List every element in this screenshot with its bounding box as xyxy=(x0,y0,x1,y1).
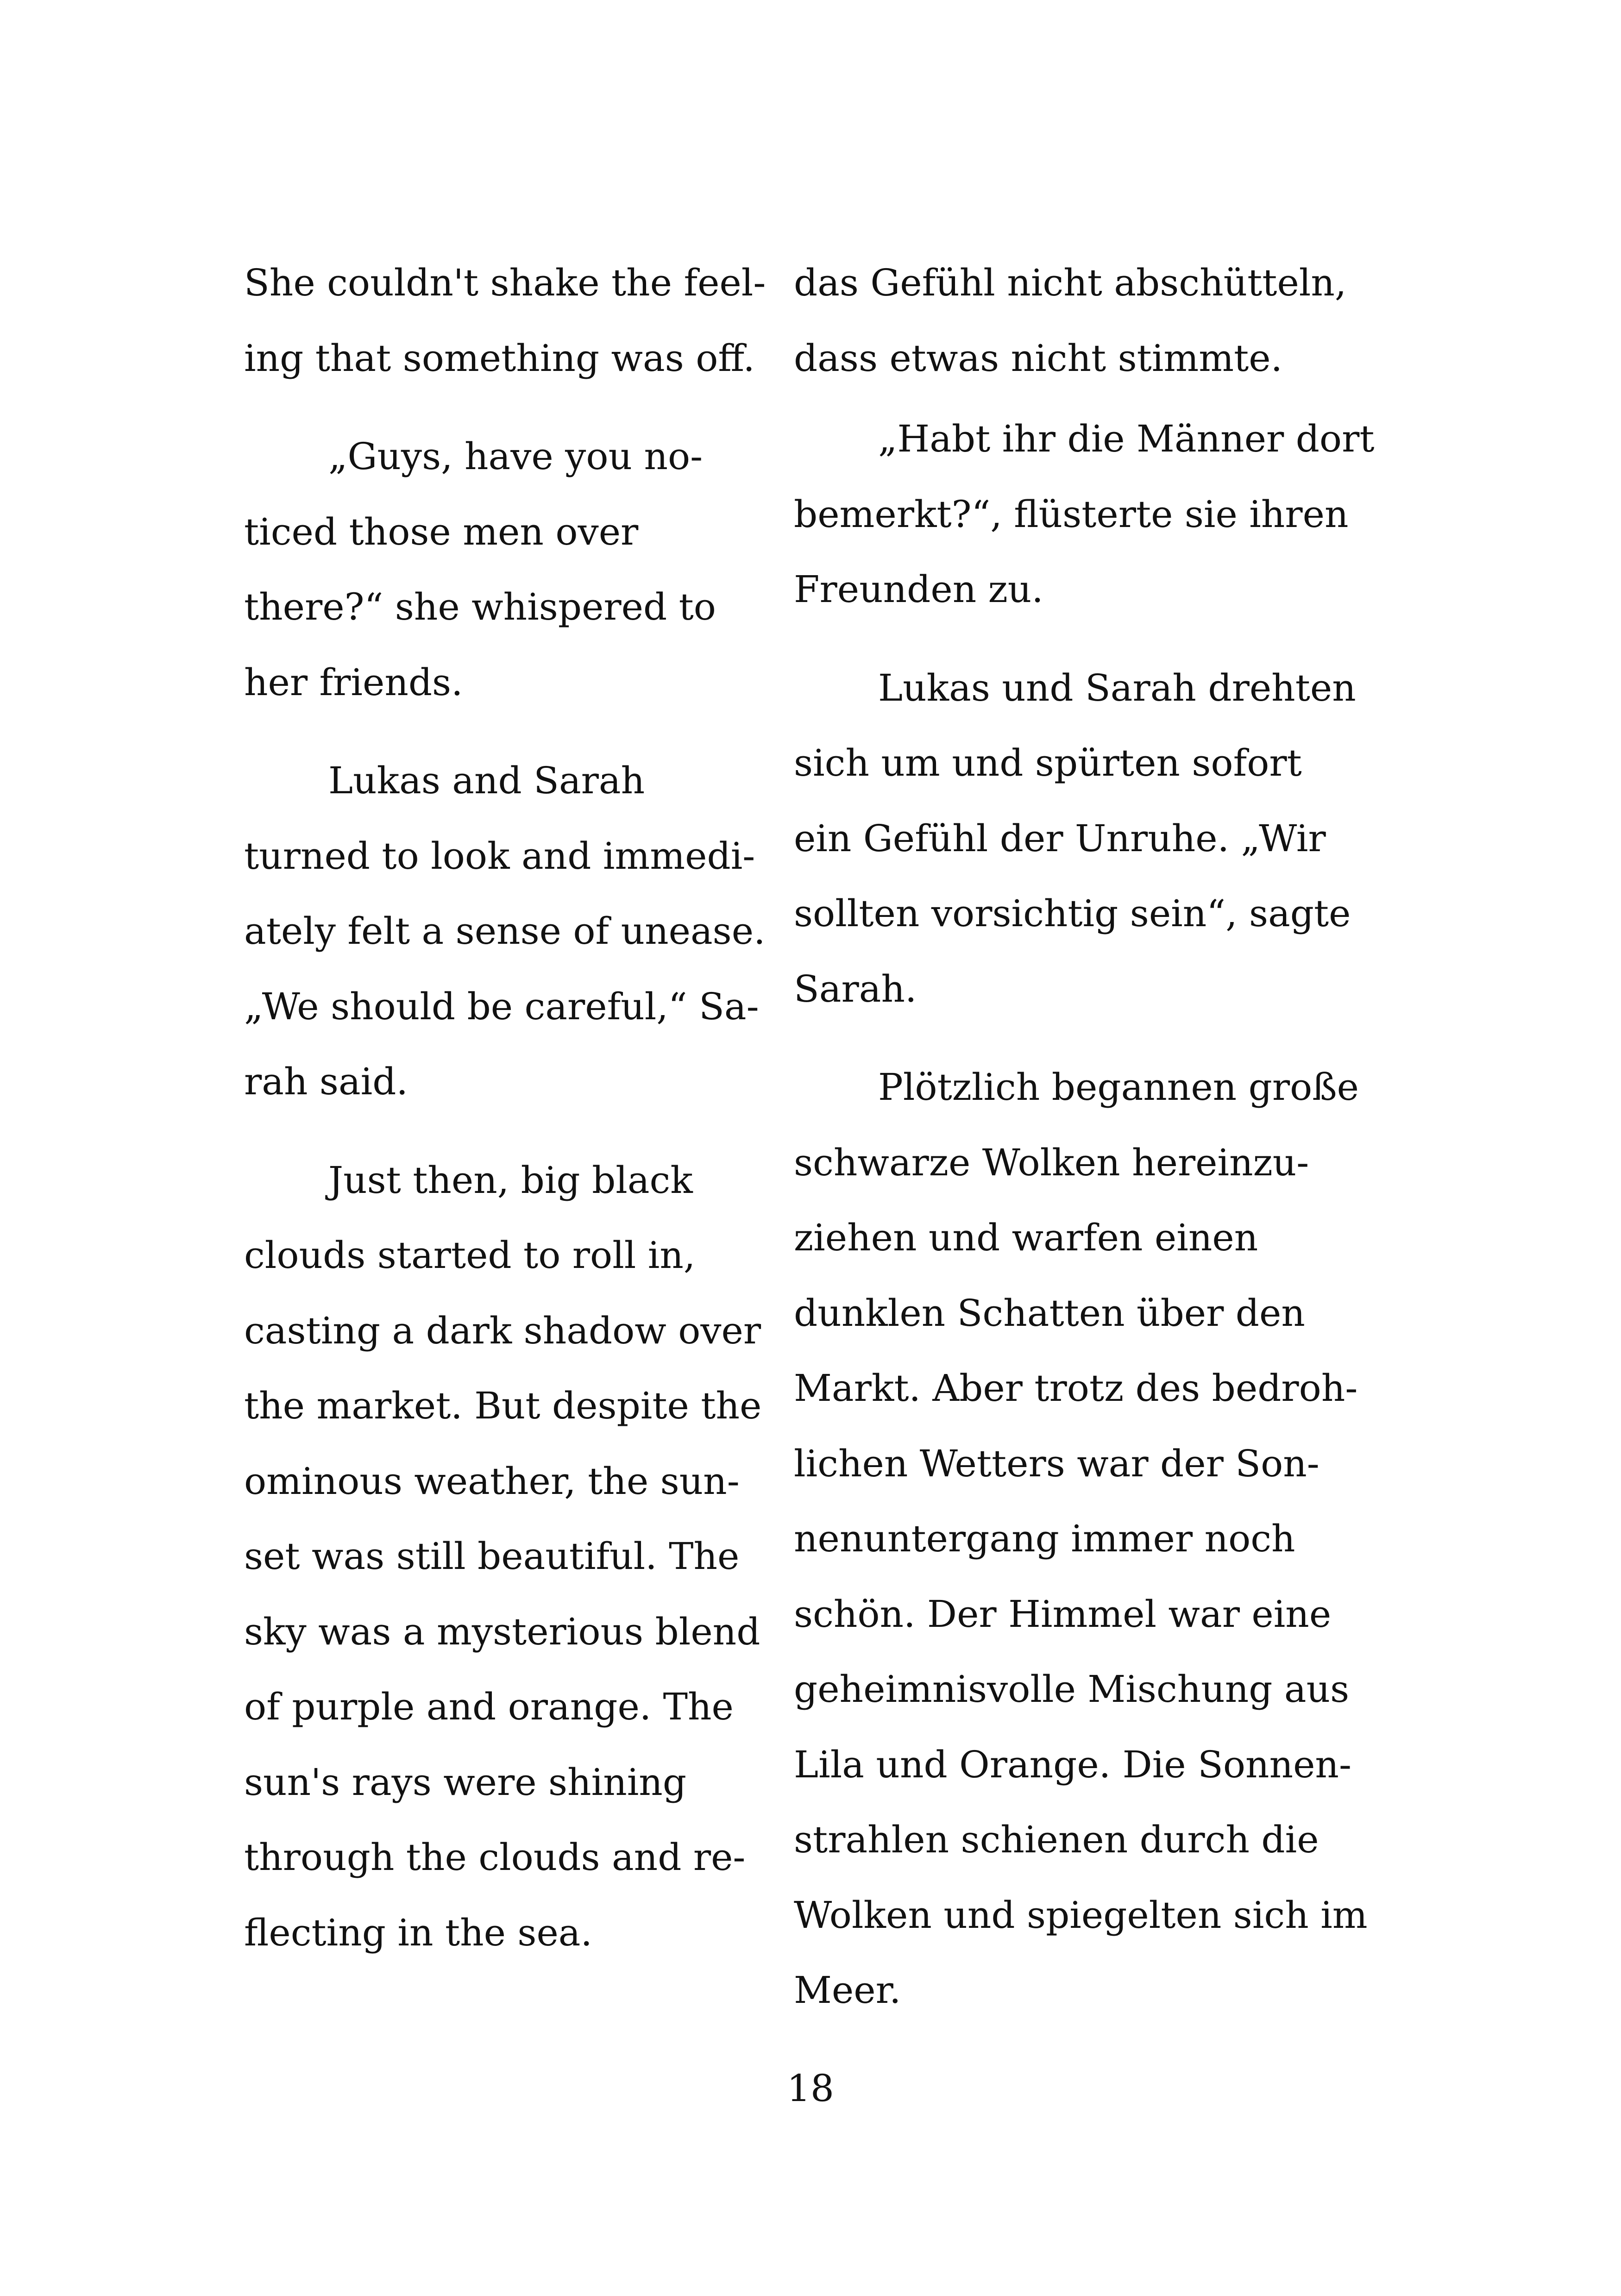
text-line: of purple and orange. The xyxy=(244,1685,734,1728)
text-line: sich um und spürten sofort xyxy=(794,741,1302,784)
paragraph xyxy=(244,419,763,720)
text-line: Wolken und spiegelten sich im xyxy=(794,1893,1368,1937)
text-line: ing that something was off. xyxy=(244,336,755,380)
paragraph xyxy=(794,401,1375,627)
text-line: clouds started to roll in, xyxy=(244,1234,696,1277)
text-line: bemerkt?“, flüsterte sie ihren xyxy=(794,492,1349,536)
text-line: Lukas and Sarah xyxy=(328,759,645,802)
text-line: geheimnisvolle Mischung aus xyxy=(794,1668,1350,1711)
text-line: ticed those men over xyxy=(244,510,639,553)
text-line: Sarah. xyxy=(794,967,917,1010)
paragraph xyxy=(794,1050,1368,2028)
text-line: ziehen und warfen einen xyxy=(794,1216,1258,1259)
text-line: She couldn't shake the feel- xyxy=(244,261,766,304)
text-line: schön. Der Himmel war eine xyxy=(794,1592,1332,1636)
text-line: her friends. xyxy=(244,660,463,704)
paragraph xyxy=(244,245,766,396)
text-line: turned to look and immedi- xyxy=(244,834,755,878)
paragraph xyxy=(794,651,1356,1027)
text-line: nenuntergang immer noch xyxy=(794,1517,1295,1560)
english-column xyxy=(244,245,766,1970)
page-number: 18 xyxy=(787,2067,834,2110)
text-line: dass etwas nicht stimmte. xyxy=(794,336,1283,380)
text-line: „Guys, have you no- xyxy=(328,435,703,478)
text-line: ein Gefühl der Unruhe. „Wir xyxy=(794,816,1326,860)
text-line: flecting in the sea. xyxy=(244,1911,592,1954)
text-line: strahlen schienen durch die xyxy=(794,1818,1319,1861)
text-line: „Habt ihr die Männer dort xyxy=(878,417,1375,460)
text-line: sun's rays were shining xyxy=(244,1760,687,1804)
text-line: schwarze Wolken hereinzu- xyxy=(794,1141,1309,1184)
text-line: casting a dark shadow over xyxy=(244,1309,761,1352)
text-line: Markt. Aber trotz des bedroh- xyxy=(794,1367,1358,1410)
text-line: das Gefühl nicht abschütteln, xyxy=(794,261,1347,304)
text-line: Plötzlich begannen große xyxy=(878,1066,1359,1109)
german-column xyxy=(794,245,1375,2028)
text-line: through the clouds and re- xyxy=(244,1836,746,1879)
text-line: ately felt a sense of unease. xyxy=(244,910,766,953)
text-line: Lukas und Sarah drehten xyxy=(878,666,1356,709)
paragraph xyxy=(794,245,1347,396)
text-line: sollten vorsichtig sein“, sagte xyxy=(794,892,1351,935)
text-line: sky was a mysterious blend xyxy=(244,1610,760,1653)
paragraph xyxy=(244,743,766,1120)
text-line: the market. But despite the xyxy=(244,1384,762,1427)
text-line: ominous weather, the sun- xyxy=(244,1459,740,1503)
text-line: there?“ she whispered to xyxy=(244,585,716,628)
paragraph xyxy=(244,1143,763,1971)
text-line: Just then, big black xyxy=(328,1158,693,1202)
text-line: set was still beautiful. The xyxy=(244,1535,740,1578)
text-line: rah said. xyxy=(244,1060,408,1103)
text-line: Lila und Orange. Die Sonnen- xyxy=(794,1743,1351,1786)
text-line: dunklen Schatten über den xyxy=(794,1291,1305,1335)
text-line: „We should be careful,“ Sa- xyxy=(244,985,759,1028)
text-line: Meer. xyxy=(794,1969,901,2012)
text-line: Freunden zu. xyxy=(794,568,1043,611)
text-line: lichen Wetters war der Son- xyxy=(794,1442,1319,1485)
